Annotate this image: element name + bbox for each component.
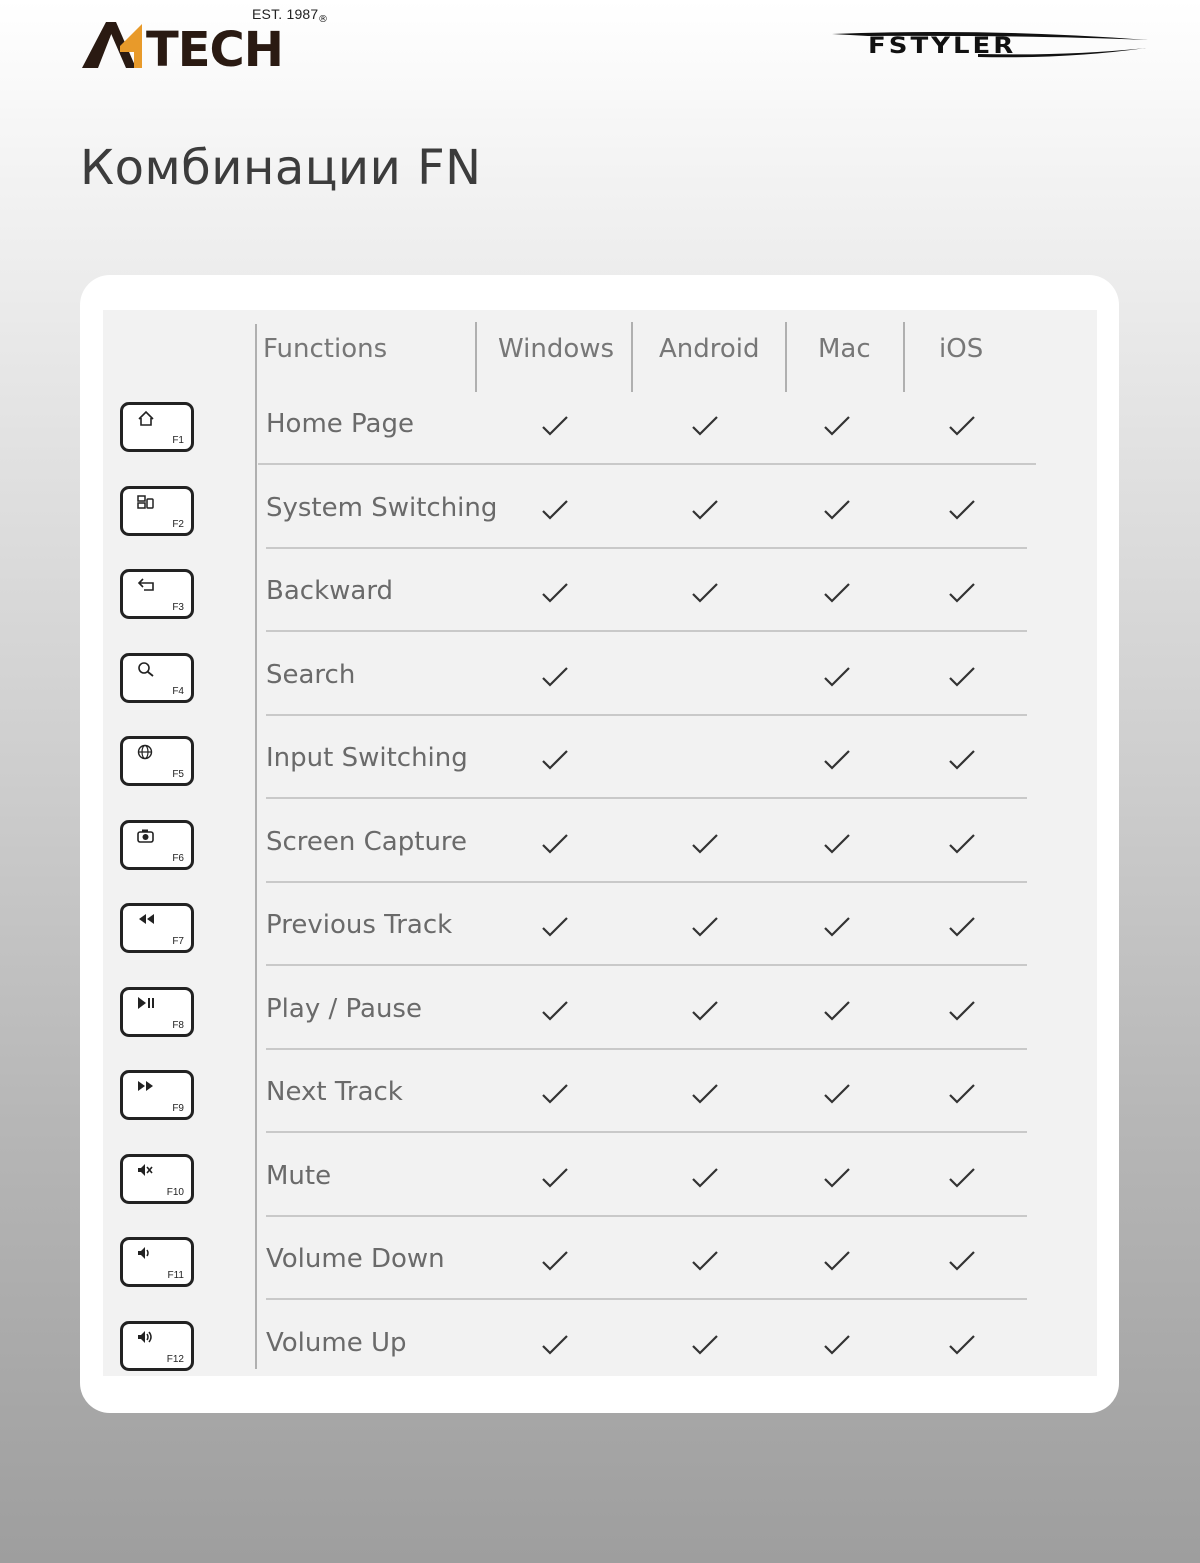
function-label: Mute — [266, 1160, 332, 1191]
header-functions: Functions — [263, 334, 388, 364]
function-label: Volume Up — [266, 1327, 407, 1358]
a4tech-logo — [80, 4, 340, 74]
fn-key-label: F8 — [172, 1019, 184, 1031]
fn-key-f9 — [120, 1070, 194, 1120]
fn-key-f2 — [120, 486, 194, 536]
fstyler-logo — [828, 26, 1152, 60]
svg-text:FSTYLER: FSTYLER — [868, 33, 1017, 59]
fn-key-label: F5 — [172, 769, 184, 780]
divider-key-column — [255, 324, 257, 1369]
row-divider — [266, 964, 1027, 966]
fn-key-f10 — [120, 1154, 194, 1204]
check-icon-mac — [822, 498, 852, 522]
check-icon-android — [690, 1082, 720, 1106]
row-divider — [266, 547, 1027, 549]
fn-key-label: F3 — [172, 602, 184, 613]
camera-icon — [137, 828, 155, 844]
divider-header-3 — [785, 322, 787, 392]
fn-key-f8 — [120, 987, 194, 1037]
function-label: Input Switching — [266, 743, 468, 773]
globe-icon — [137, 744, 155, 760]
fn-key-label: F1 — [172, 435, 184, 446]
row-divider — [266, 1048, 1027, 1050]
check-icon-mac — [822, 915, 852, 939]
header-android: Android — [659, 334, 760, 364]
row-divider — [266, 1298, 1027, 1300]
fn-key-label: F10 — [166, 1186, 184, 1198]
fn-key-f12 — [120, 1321, 194, 1371]
a4tech-est-label: EST. 1987 — [252, 6, 319, 22]
check-icon-windows — [540, 1333, 570, 1357]
check-icon-mac — [822, 1166, 852, 1190]
fn-key-label: F12 — [166, 1353, 184, 1365]
a4tech-logo-mark — [80, 16, 320, 72]
header-windows: Windows — [498, 334, 615, 364]
check-icon-ios — [947, 915, 977, 939]
check-icon-windows — [540, 748, 570, 772]
a4tech-registered-mark: ® — [318, 14, 328, 25]
home-icon — [137, 410, 155, 426]
check-icon-windows — [540, 665, 570, 689]
divider-header-1 — [475, 322, 477, 392]
fn-key-f4 — [120, 653, 194, 703]
fn-key-f5 — [120, 736, 194, 786]
row-divider — [266, 1215, 1027, 1217]
check-icon-ios — [947, 1249, 977, 1273]
check-icon-mac — [822, 748, 852, 772]
row-divider — [266, 630, 1027, 632]
check-icon-mac — [822, 414, 852, 438]
back-arrow-icon — [137, 577, 155, 593]
check-icon-mac — [822, 665, 852, 689]
check-icon-ios — [947, 498, 977, 522]
page-title: Комбинации FN — [80, 140, 482, 196]
check-icon-android — [690, 915, 720, 939]
fn-key-label: F7 — [172, 936, 184, 947]
check-icon-windows — [540, 832, 570, 856]
function-label: Play / Pause — [266, 993, 422, 1024]
divider-header-4 — [903, 322, 905, 392]
fn-key-f6 — [120, 820, 194, 870]
row-divider — [258, 463, 1036, 465]
fn-key-label: F4 — [172, 685, 184, 697]
fn-key-f1 — [120, 402, 194, 452]
row-divider — [266, 714, 1027, 716]
check-icon-windows — [540, 414, 570, 438]
check-icon-mac — [822, 581, 852, 605]
function-label: Home Page — [266, 409, 414, 439]
function-label: System Switching — [266, 492, 498, 523]
check-icon-mac — [822, 1249, 852, 1273]
check-icon-android — [690, 1166, 720, 1190]
function-label: Screen Capture — [266, 826, 468, 857]
function-label: Volume Down — [266, 1244, 445, 1274]
row-divider — [266, 881, 1027, 883]
check-icon-android — [690, 581, 720, 605]
function-label: Backward — [266, 576, 394, 606]
play-pause-icon — [137, 995, 155, 1011]
row-divider — [266, 797, 1027, 799]
fn-key-label: F2 — [172, 518, 184, 530]
row-divider — [266, 1131, 1027, 1133]
divider-header-2 — [631, 322, 633, 392]
check-icon-mac — [822, 1333, 852, 1357]
check-icon-ios — [947, 414, 977, 438]
check-icon-android — [690, 1249, 720, 1273]
header-ios: iOS — [939, 334, 984, 364]
function-label: Next Track — [266, 1077, 403, 1107]
check-icon-android — [690, 498, 720, 522]
check-icon-mac — [822, 999, 852, 1023]
fn-key-f7 — [120, 903, 194, 953]
check-icon-ios — [947, 581, 977, 605]
fn-key-label: F9 — [172, 1103, 184, 1114]
next-track-icon — [137, 1078, 155, 1094]
fn-key-label: F11 — [167, 1270, 184, 1281]
check-icon-android — [690, 832, 720, 856]
check-icon-windows — [540, 999, 570, 1023]
check-icon-windows — [540, 1082, 570, 1106]
function-label: Search — [266, 659, 356, 690]
header-mac: Mac — [818, 334, 871, 364]
volume-down-icon — [137, 1245, 155, 1261]
check-icon-ios — [947, 999, 977, 1023]
check-icon-windows — [540, 581, 570, 605]
check-icon-android — [690, 414, 720, 438]
check-icon-ios — [947, 665, 977, 689]
previous-track-icon — [137, 911, 155, 927]
check-icon-android — [690, 1333, 720, 1357]
check-icon-ios — [947, 832, 977, 856]
check-icon-windows — [540, 498, 570, 522]
volume-up-icon — [137, 1329, 155, 1345]
search-icon — [137, 661, 155, 677]
check-icon-mac — [822, 1082, 852, 1106]
check-icon-android — [690, 999, 720, 1023]
svg-text:TECH: TECH — [146, 22, 283, 72]
check-icon-windows — [540, 1166, 570, 1190]
check-icon-windows — [540, 915, 570, 939]
system-switch-icon — [137, 494, 155, 510]
check-icon-ios — [947, 748, 977, 772]
check-icon-ios — [947, 1166, 977, 1190]
check-icon-mac — [822, 832, 852, 856]
check-icon-windows — [540, 1249, 570, 1273]
fn-key-f3 — [120, 569, 194, 619]
mute-icon — [137, 1162, 155, 1178]
check-icon-ios — [947, 1082, 977, 1106]
fn-key-f11 — [120, 1237, 194, 1287]
check-icon-ios — [947, 1333, 977, 1357]
fn-key-label: F6 — [172, 852, 184, 864]
function-label: Previous Track — [266, 910, 453, 940]
